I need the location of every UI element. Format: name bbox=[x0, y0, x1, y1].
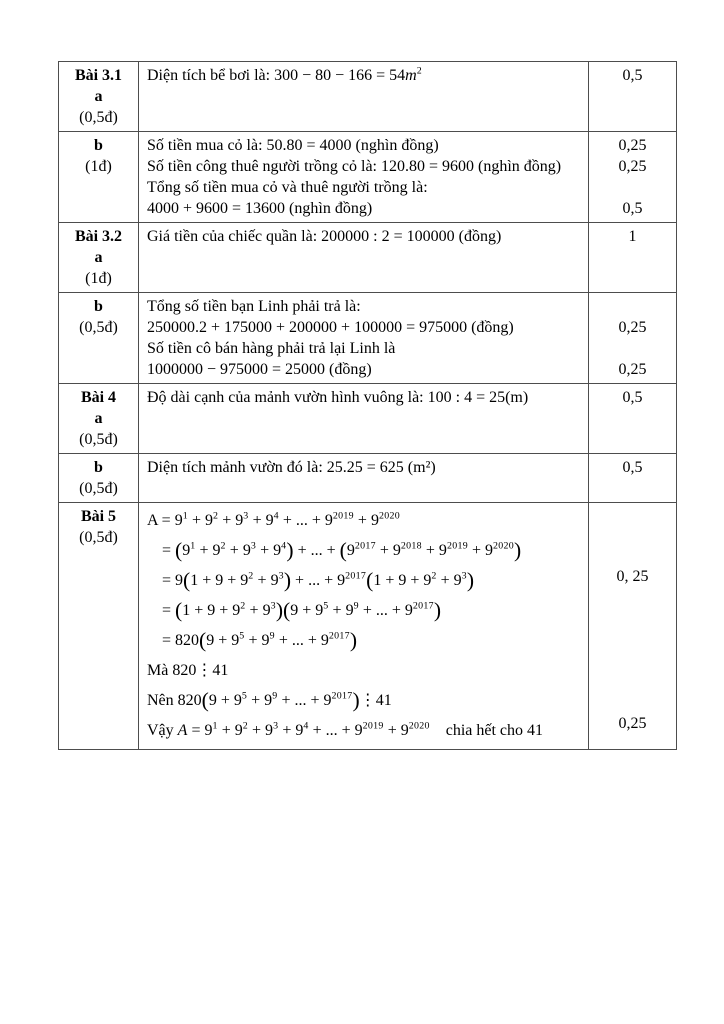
solution-line: Tổng số tiền bạn Linh phải trả là: bbox=[147, 298, 361, 315]
points-spacer bbox=[594, 296, 671, 317]
question-mark-label: (1đ) bbox=[85, 158, 112, 175]
points-value: 0,5 bbox=[622, 389, 643, 406]
solution-line: Tổng số tiền mua cỏ và thuê người trồng là: bbox=[147, 179, 428, 196]
question-part: b bbox=[94, 137, 103, 154]
points-value: 0,25 bbox=[618, 158, 647, 175]
math-line: Vậy $A = 9^1 + 9^2 + 9^3 + 9^4$ + ... + $9^{2019} + 9^{2020}$ chia hết cho 41 bbox=[147, 720, 544, 739]
question-label-cell bbox=[59, 132, 139, 223]
solution-cell bbox=[139, 62, 589, 132]
question-id: Bài 3.2 bbox=[74, 228, 123, 245]
question-id: Bài 5 bbox=[80, 508, 117, 525]
table-row bbox=[59, 293, 677, 384]
points-cell bbox=[589, 223, 677, 293]
question-label-cell bbox=[59, 503, 139, 750]
solution-line: Số tiền mua cỏ là: 50.80 = 4000 (nghìn đồng) bbox=[147, 137, 439, 154]
solution-cell bbox=[139, 223, 589, 293]
math-line: Mà 820⋮41 bbox=[147, 662, 229, 679]
points-value: 0,25 bbox=[618, 137, 647, 154]
solution-cell bbox=[139, 132, 589, 223]
math-line: = $(9^1 + 9^2 + 9^3 + 9^4)$ + ... + $(9^{2017} + 9^{2018} + 9^{2019} + 9^{2020})$ bbox=[162, 537, 522, 562]
solution-line: Độ dài cạnh của mảnh vườn hình vuông là: 100 : 4 = 25(m) bbox=[147, 389, 529, 406]
points-value: 0,25 bbox=[618, 715, 647, 732]
question-id: Bài 4 bbox=[80, 389, 117, 406]
points-spacer bbox=[594, 177, 671, 198]
math-line: = $9(1 + 9 + 9^2 + 9^3)$ + ... + $9^{2017}(1 + 9 + 9^2 + 9^3)$ bbox=[162, 567, 475, 592]
solution-line: Số tiền công thuê người trồng cỏ là: 120.80 = 9600 (nghìn đồng) bbox=[147, 158, 562, 175]
points-cell bbox=[589, 503, 677, 750]
math-line: = $(1 + 9 + 9^2 + 9^3)(9 + 9^5 + 9^9$ + ... + $9^{2017}$) bbox=[162, 597, 442, 622]
points-value: 1 bbox=[628, 228, 637, 245]
question-part: a bbox=[94, 88, 103, 105]
solution-line: 1000000 − 975000 = 25000 (đồng) bbox=[147, 361, 372, 378]
points-value: 0,5 bbox=[622, 459, 643, 476]
solution-cell bbox=[139, 454, 589, 503]
points-cell bbox=[589, 62, 677, 132]
question-label-cell bbox=[59, 62, 139, 132]
math-line: $A = 9^1 + 9^2 + 9^3 + 9^4$ + ... + $9^{2019} + 9^{2020}$ bbox=[147, 510, 400, 529]
question-mark-label: (0,5đ) bbox=[79, 319, 118, 336]
solution-line: 4000 + 9600 = 13600 (nghìn đồng) bbox=[147, 200, 373, 217]
solution-line: Số tiền cô bán hàng phải trả lại Linh là bbox=[147, 340, 396, 357]
points-cell bbox=[589, 454, 677, 503]
question-mark-label: (1đ) bbox=[85, 270, 112, 287]
table-row bbox=[59, 384, 677, 454]
points-value: 0, 25 bbox=[616, 568, 649, 585]
table-row bbox=[59, 223, 677, 293]
table-row bbox=[59, 62, 677, 132]
points-value: 0,25 bbox=[618, 319, 647, 336]
math-line: Nên $820(9 + 9^5 + 9^9$ + ... + $9^{2017})⋮41$ bbox=[147, 687, 392, 712]
solution-line: Diện tích mảnh vườn đó là: 25.25 = 625 (m²) bbox=[147, 459, 436, 476]
solution-cell bbox=[139, 384, 589, 454]
points-cell bbox=[589, 384, 677, 454]
points-cell bbox=[589, 293, 677, 384]
question-part: b bbox=[94, 298, 103, 315]
solution-line: Giá tiền của chiếc quần là: 200000 : 2 = 100000 (đồng) bbox=[147, 228, 502, 245]
question-label-cell bbox=[59, 223, 139, 293]
points-spacer bbox=[594, 338, 671, 359]
points-value: 0,5 bbox=[622, 200, 643, 217]
math-line: = $820(9 + 9^5 + 9^9$ + ... + $9^{2017}$) bbox=[162, 627, 358, 652]
question-mark-label: (0,5đ) bbox=[79, 431, 118, 448]
table-row bbox=[59, 503, 677, 750]
question-part: a bbox=[94, 410, 103, 427]
question-id: Bài 3.1 bbox=[74, 67, 123, 84]
table-row bbox=[59, 454, 677, 503]
question-mark-label: (0,5đ) bbox=[79, 480, 118, 497]
points-cell bbox=[589, 132, 677, 223]
question-mark-label: (0,5đ) bbox=[79, 109, 118, 126]
question-label-cell bbox=[59, 454, 139, 503]
question-label-cell bbox=[59, 293, 139, 384]
question-part: a bbox=[94, 249, 103, 266]
question-label-cell bbox=[59, 384, 139, 454]
points-value: 0,25 bbox=[618, 361, 647, 378]
solution-line: 250000.2 + 175000 + 200000 + 100000 = 975000 (đồng) bbox=[147, 319, 514, 336]
points-value: 0,5 bbox=[622, 67, 643, 84]
solution-cell bbox=[139, 503, 589, 750]
question-mark-label: (0,5đ) bbox=[79, 529, 118, 546]
table-row bbox=[59, 132, 677, 223]
answer-key-table bbox=[58, 61, 677, 750]
solution-line: Diện tích bể bơi là: $300 - 80 - 166 = 54m^2$ bbox=[147, 65, 422, 84]
solution-cell bbox=[139, 293, 589, 384]
question-part: b bbox=[94, 459, 103, 476]
